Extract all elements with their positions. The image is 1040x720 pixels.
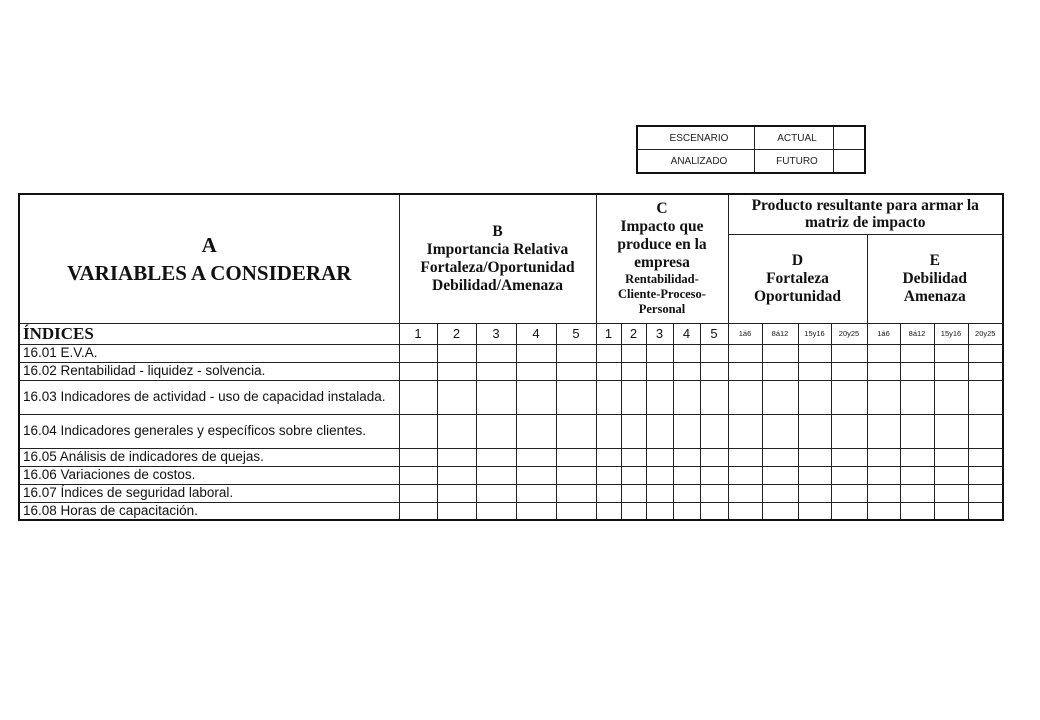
rating-cell[interactable] <box>700 502 728 520</box>
rating-cell[interactable] <box>900 414 934 448</box>
rating-cell[interactable] <box>437 484 476 502</box>
rating-cell[interactable] <box>476 502 516 520</box>
scenario-option-actual: ACTUAL <box>755 126 834 150</box>
rating-cell[interactable] <box>516 414 556 448</box>
rating-cell[interactable] <box>728 502 762 520</box>
column-b-header <box>399 194 596 323</box>
rating-cell[interactable] <box>798 414 831 448</box>
rating-cell[interactable] <box>437 502 476 520</box>
rating-cell[interactable] <box>968 380 1003 414</box>
rating-cell[interactable] <box>762 466 798 484</box>
rating-cell[interactable] <box>798 362 831 380</box>
rating-cell[interactable] <box>621 362 646 380</box>
rating-cell[interactable] <box>621 502 646 520</box>
rating-cell[interactable] <box>556 362 596 380</box>
rating-cell[interactable] <box>728 344 762 362</box>
rating-cell[interactable] <box>798 344 831 362</box>
rating-cell[interactable] <box>900 380 934 414</box>
column-b-line2: Fortaleza/Oportunidad <box>420 258 575 276</box>
rating-cell[interactable] <box>900 362 934 380</box>
column-b-line1: Importancia Relativa <box>426 240 569 258</box>
rating-cell[interactable] <box>700 414 728 448</box>
table-row <box>19 362 1003 380</box>
rating-cell[interactable] <box>476 362 516 380</box>
product-line1: Producto resultante para armar la <box>751 197 979 215</box>
rating-cell[interactable] <box>646 362 673 380</box>
rating-cell[interactable] <box>516 484 556 502</box>
rating-cell[interactable] <box>798 484 831 502</box>
rating-cell[interactable] <box>399 466 437 484</box>
rating-cell[interactable] <box>437 466 476 484</box>
rating-cell[interactable] <box>476 380 516 414</box>
column-c-line6: Personal <box>638 302 686 317</box>
rating-cell[interactable] <box>900 502 934 520</box>
rating-cell[interactable] <box>728 448 762 466</box>
rating-cell[interactable] <box>399 362 437 380</box>
rating-cell[interactable] <box>831 502 867 520</box>
rating-cell[interactable] <box>621 414 646 448</box>
rating-cell[interactable] <box>700 484 728 502</box>
column-d-letter: D <box>791 251 804 269</box>
rating-cell[interactable] <box>762 448 798 466</box>
rating-cell[interactable] <box>621 466 646 484</box>
indicator-label: 16.06 Variaciones de costos. <box>19 466 399 484</box>
rating-cell[interactable] <box>646 448 673 466</box>
b-scale-cell: 3 <box>476 323 516 344</box>
b-scale-cell: 4 <box>516 323 556 344</box>
rating-cell[interactable] <box>900 466 934 484</box>
rating-cell[interactable] <box>646 380 673 414</box>
rating-cell[interactable] <box>934 362 968 380</box>
rating-cell[interactable] <box>596 344 621 362</box>
d-range-cell: 1á6 <box>728 323 762 344</box>
column-d-header <box>728 234 867 323</box>
rating-cell[interactable] <box>831 448 867 466</box>
column-c-line3: empresa <box>634 254 690 272</box>
rating-cell[interactable] <box>867 448 900 466</box>
rating-cell[interactable] <box>621 484 646 502</box>
rating-cell[interactable] <box>762 414 798 448</box>
rating-cell[interactable] <box>673 502 700 520</box>
rating-cell[interactable] <box>596 502 621 520</box>
rating-cell[interactable] <box>399 502 437 520</box>
table-row <box>19 380 1003 414</box>
d-range-cell: 8á12 <box>762 323 798 344</box>
rating-cell[interactable] <box>673 448 700 466</box>
d-range-cell: 20y25 <box>831 323 867 344</box>
column-a-letter: A <box>201 232 217 257</box>
table-row <box>19 466 1003 484</box>
product-line2: matriz de impacto <box>804 214 926 232</box>
rating-cell[interactable] <box>867 362 900 380</box>
rating-cell[interactable] <box>516 502 556 520</box>
rating-cell[interactable] <box>476 484 516 502</box>
rating-cell[interactable] <box>968 484 1003 502</box>
table-row <box>19 502 1003 520</box>
rating-cell[interactable] <box>867 502 900 520</box>
rating-cell[interactable] <box>646 414 673 448</box>
indicator-label: 16.05 Análisis de indicadores de quejas. <box>19 448 399 466</box>
rating-cell[interactable] <box>673 362 700 380</box>
rating-cell[interactable] <box>968 502 1003 520</box>
rating-cell[interactable] <box>934 414 968 448</box>
rating-cell[interactable] <box>437 362 476 380</box>
rating-cell[interactable] <box>798 502 831 520</box>
rating-cell[interactable] <box>831 414 867 448</box>
rating-cell[interactable] <box>596 448 621 466</box>
rating-cell[interactable] <box>798 448 831 466</box>
rating-cell[interactable] <box>516 466 556 484</box>
rating-cell[interactable] <box>476 466 516 484</box>
rating-cell[interactable] <box>673 344 700 362</box>
rating-cell[interactable] <box>968 414 1003 448</box>
rating-cell[interactable] <box>646 466 673 484</box>
rating-cell[interactable] <box>646 344 673 362</box>
indicator-label: 16.01 E.V.A. <box>19 344 399 362</box>
rating-cell[interactable] <box>867 414 900 448</box>
scenario-checkbox-futuro[interactable] <box>834 150 866 174</box>
rating-cell[interactable] <box>399 380 437 414</box>
indicator-label: 16.03 Indicadores de actividad - uso de capacidad instalada. <box>19 380 399 414</box>
scenario-label-analyzed: ANALIZADO <box>637 150 755 174</box>
rating-cell[interactable] <box>798 466 831 484</box>
rating-cell[interactable] <box>968 466 1003 484</box>
column-e-line2: Amenaza <box>903 287 966 305</box>
rating-cell[interactable] <box>621 344 646 362</box>
rating-cell[interactable] <box>798 380 831 414</box>
column-a-header <box>19 194 399 323</box>
rating-cell[interactable] <box>596 484 621 502</box>
indicator-label: 16.02 Rentabilidad - liquidez - solvencia. <box>19 362 399 380</box>
rating-cell[interactable] <box>728 380 762 414</box>
rating-cell[interactable] <box>728 484 762 502</box>
rating-cell[interactable] <box>934 484 968 502</box>
b-scale-cell: 2 <box>437 323 476 344</box>
indicator-rows <box>19 344 1003 520</box>
indices-label: ÍNDICES <box>19 323 399 344</box>
scenario-label: ESCENARIO <box>637 126 755 150</box>
rating-cell[interactable] <box>399 414 437 448</box>
b-scale-cell: 1 <box>399 323 437 344</box>
rating-cell[interactable] <box>673 466 700 484</box>
rating-cell[interactable] <box>596 414 621 448</box>
scenario-box <box>636 125 866 174</box>
column-c-line4: Rentabilidad- <box>625 272 699 287</box>
column-c-line1: Impacto que <box>620 218 704 236</box>
rating-cell[interactable] <box>516 344 556 362</box>
rating-cell[interactable] <box>900 344 934 362</box>
rating-cell[interactable] <box>556 502 596 520</box>
table-row <box>19 448 1003 466</box>
column-b-letter: B <box>492 222 503 240</box>
indicator-label: 16.08 Horas de capacitación. <box>19 502 399 520</box>
scale-row <box>19 323 1003 344</box>
e-range-cell: 1á6 <box>867 323 900 344</box>
column-c-header <box>596 194 728 323</box>
rating-cell[interactable] <box>867 344 900 362</box>
b-scale-cell: 5 <box>556 323 596 344</box>
rating-cell[interactable] <box>556 344 596 362</box>
rating-cell[interactable] <box>728 362 762 380</box>
table-row <box>19 344 1003 362</box>
e-range-cell: 15y16 <box>934 323 968 344</box>
c-scale-cell: 5 <box>700 323 728 344</box>
rating-cell[interactable] <box>900 484 934 502</box>
rating-cell[interactable] <box>556 380 596 414</box>
rating-cell[interactable] <box>437 344 476 362</box>
rating-cell[interactable] <box>437 448 476 466</box>
rating-cell[interactable] <box>556 484 596 502</box>
rating-cell[interactable] <box>900 448 934 466</box>
rating-cell[interactable] <box>831 380 867 414</box>
c-scale-cell: 2 <box>621 323 646 344</box>
rating-cell[interactable] <box>867 466 900 484</box>
rating-cell[interactable] <box>476 414 516 448</box>
rating-cell[interactable] <box>831 344 867 362</box>
rating-cell[interactable] <box>673 380 700 414</box>
e-range-cell: 8á12 <box>900 323 934 344</box>
column-c-line5: Cliente-Proceso- <box>618 287 706 302</box>
rating-cell[interactable] <box>831 484 867 502</box>
rating-cell[interactable] <box>646 484 673 502</box>
column-c-line2: produce en la <box>617 236 707 254</box>
c-scale-cell: 1 <box>596 323 621 344</box>
rating-cell[interactable] <box>728 466 762 484</box>
column-b-line3: Debilidad/Amenaza <box>432 276 563 294</box>
rating-cell[interactable] <box>934 344 968 362</box>
column-c-letter: C <box>656 200 668 218</box>
rating-cell[interactable] <box>596 466 621 484</box>
c-scale-cell: 4 <box>673 323 700 344</box>
impact-matrix <box>18 193 1004 521</box>
rating-cell[interactable] <box>934 502 968 520</box>
e-range-cell: 20y25 <box>968 323 1003 344</box>
column-a-title: VARIABLES A CONSIDERAR <box>67 260 352 285</box>
rating-cell[interactable] <box>762 362 798 380</box>
rating-cell[interactable] <box>673 414 700 448</box>
rating-cell[interactable] <box>437 380 476 414</box>
rating-cell[interactable] <box>762 344 798 362</box>
rating-cell[interactable] <box>556 448 596 466</box>
d-range-cell: 15y16 <box>798 323 831 344</box>
rating-cell[interactable] <box>728 414 762 448</box>
rating-cell[interactable] <box>762 380 798 414</box>
rating-cell[interactable] <box>968 448 1003 466</box>
rating-cell[interactable] <box>700 362 728 380</box>
rating-cell[interactable] <box>700 344 728 362</box>
rating-cell[interactable] <box>621 448 646 466</box>
column-d-line1: Fortaleza <box>766 269 829 287</box>
indicator-label: 16.04 Indicadores generales y específicos sobre clientes. <box>19 414 399 448</box>
rating-cell[interactable] <box>762 484 798 502</box>
rating-cell[interactable] <box>934 448 968 466</box>
rating-cell[interactable] <box>700 380 728 414</box>
rating-cell[interactable] <box>596 380 621 414</box>
rating-cell[interactable] <box>476 344 516 362</box>
rating-cell[interactable] <box>831 362 867 380</box>
rating-cell[interactable] <box>476 448 516 466</box>
rating-cell[interactable] <box>968 362 1003 380</box>
table-row <box>19 484 1003 502</box>
column-e-letter: E <box>929 251 940 269</box>
rating-cell[interactable] <box>399 448 437 466</box>
scenario-checkbox-actual[interactable] <box>834 126 866 150</box>
rating-cell[interactable] <box>646 502 673 520</box>
rating-cell[interactable] <box>556 414 596 448</box>
scenario-option-futuro: FUTURO <box>755 150 834 174</box>
product-header <box>728 194 1003 234</box>
rating-cell[interactable] <box>516 448 556 466</box>
rating-cell[interactable] <box>516 380 556 414</box>
rating-cell[interactable] <box>596 362 621 380</box>
rating-cell[interactable] <box>968 344 1003 362</box>
rating-cell[interactable] <box>700 466 728 484</box>
rating-cell[interactable] <box>673 484 700 502</box>
indicator-label: 16.07 Índices de seguridad laboral. <box>19 484 399 502</box>
rating-cell[interactable] <box>621 380 646 414</box>
rating-cell[interactable] <box>516 362 556 380</box>
rating-cell[interactable] <box>399 344 437 362</box>
column-e-header <box>867 234 1003 323</box>
rating-cell[interactable] <box>700 448 728 466</box>
column-e-line1: Debilidad <box>902 269 968 287</box>
table-row <box>19 414 1003 448</box>
rating-cell[interactable] <box>556 466 596 484</box>
rating-cell[interactable] <box>934 380 968 414</box>
rating-cell[interactable] <box>867 484 900 502</box>
rating-cell[interactable] <box>437 414 476 448</box>
column-d-line2: Oportunidad <box>753 287 841 305</box>
rating-cell[interactable] <box>399 484 437 502</box>
c-scale-cell: 3 <box>646 323 673 344</box>
rating-cell[interactable] <box>867 380 900 414</box>
rating-cell[interactable] <box>934 466 968 484</box>
rating-cell[interactable] <box>831 466 867 484</box>
rating-cell[interactable] <box>762 502 798 520</box>
